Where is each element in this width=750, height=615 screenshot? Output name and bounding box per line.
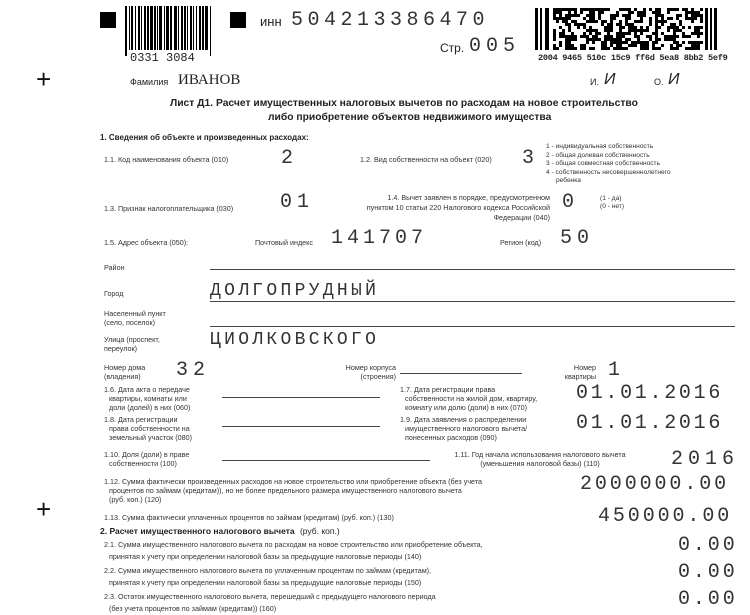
inn-label: инн [260, 14, 282, 29]
page-label: Стр. [440, 41, 465, 55]
label-line: доли (долей) в них (060) [109, 403, 191, 412]
street-label [104, 335, 160, 353]
label-line: (без учета процентов по займам (кредитам)) (160) [109, 604, 277, 613]
city-value: ДОЛГОПРУДНЫЙ [210, 281, 380, 301]
2d-barcode-text: 2004 9465 510c 15c9 ff6d 5ea8 8bb2 5ef9 [538, 53, 728, 63]
label-line: Федерации (040) [493, 213, 550, 222]
label-line: 1.10. Доля (доли) в праве [104, 450, 190, 459]
legend-item: 3 - общая совместная собственность [546, 160, 661, 168]
f040-label [350, 193, 550, 223]
label-line: Населенный пункт [104, 309, 166, 318]
label-line: 2.1. Сумма имущественного налогового вычета по расходам на новое строительство или приобретение объекта, [104, 540, 483, 549]
label-line: 1.7. Дата регистрации права [400, 385, 496, 394]
house-label [104, 363, 145, 381]
label-line: комнату или долю (доли) в них (070) [405, 403, 527, 412]
patronymic-label: О. [654, 77, 664, 87]
section2-unit: (руб. коп.) [299, 526, 340, 536]
2d-barcode [535, 8, 717, 50]
legend-item: (1 - да) [600, 195, 622, 202]
label-line: принятая к учету при определении налоговой базы за предыдущие налоговые периоды (140) [109, 552, 422, 561]
label-line: 1.8. Дата регистрации [104, 415, 178, 424]
label-line: Номер [573, 363, 596, 372]
section2-title: 2. Расчет имущественного налогового вычета [100, 526, 295, 536]
f130-label: 1.13. Сумма фактически уплаченных процентов по займам (кредитам) (руб. коп.) (130) [104, 513, 394, 522]
registration-cross: + [36, 64, 52, 94]
f120-value: 2000000.00 [580, 473, 730, 496]
label-line: квартиры, комнаты или [109, 394, 187, 403]
f150-value: 0.00 [678, 561, 738, 584]
legend-item: 2 - общая долевая собственность [546, 151, 650, 159]
f020-value: 3 [522, 147, 540, 170]
label-line: понесенных расходов (090) [405, 433, 497, 442]
label-line: (руб. коп.) (120) [109, 495, 162, 504]
surname-value: ИВАНОВ [178, 72, 241, 88]
f100-field-line [222, 460, 430, 461]
label-line: 1.9. Дата заявления о распределении [400, 415, 527, 424]
label-line: земельный участок (080) [109, 433, 193, 442]
label-line: (село, поселок) [104, 318, 156, 327]
label-line: 2.2. Сумма имущественного налогового вычета по уплаченным процентам по займам (кредитам), [104, 566, 432, 575]
section1-heading: 1. Сведения об объекте и произведенных расходах: [100, 133, 309, 142]
district-label: Район [104, 263, 125, 272]
f010-value: 2 [281, 147, 299, 170]
region-value: 50 [560, 227, 595, 250]
label-line: (строения) [360, 372, 396, 381]
label-line: Номер корпуса [345, 363, 396, 372]
label-line: 1.12. Сумма фактически произведенных расходов на новое строительство или приобретение объекта (без учета [104, 477, 483, 486]
city-field-line [210, 301, 735, 302]
sheet-title-line2: либо приобретение объектов недвижимого имущества [268, 112, 552, 123]
label-line: 1.4. Вычет заявлен в порядке, предусмотренном [387, 193, 550, 202]
name-label: И. [590, 77, 599, 87]
marker-square [230, 12, 246, 28]
f090-value: 01.01.2016 [576, 412, 724, 435]
label-line: принятая к учету при определении налоговой базы за предыдущие налоговые периоды (150) [109, 578, 422, 587]
postcode-label: Почтовый индекс [255, 238, 313, 247]
f120-label [104, 477, 482, 504]
f160-value: 0.00 [678, 588, 738, 611]
region-label: Регион (код) [500, 238, 542, 247]
legend-item: (0 - нет) [600, 203, 625, 210]
f080-field-line [222, 426, 380, 427]
f060-label [104, 385, 190, 412]
label-line: имущественного налогового вычета/ [405, 424, 528, 433]
f080-label [104, 415, 192, 442]
label-line: Номер дома [104, 363, 146, 372]
house-value: 32 [176, 359, 211, 382]
label-line: пунктом 10 статьи 220 Налогового кодекса Российской [366, 203, 550, 212]
label-line: 1.6. Дата акта о передаче [104, 385, 190, 394]
f020-label: 1.2. Вид собственности на объект (020) [360, 155, 492, 164]
inn-value: 504213386470 [291, 9, 490, 32]
barcode [125, 6, 213, 56]
registration-cross: + [36, 494, 52, 524]
f140-label [104, 540, 483, 561]
label-line: права собственности на [109, 424, 190, 433]
section2-heading [100, 526, 340, 536]
legend-item: 4 - собственность несовершеннолетнего [546, 168, 671, 176]
locality-label [104, 309, 166, 327]
label-line: квартиры [564, 372, 596, 381]
apartment-value: 1 [608, 359, 626, 382]
f110-value: 2016 [671, 448, 740, 471]
label-line: 1.11. Год начала использования налогового вычета [454, 450, 626, 459]
label-line: собственности на жилой дом, квартиру, [405, 394, 538, 403]
ownership-legend [546, 143, 671, 186]
surname-label: Фамилия [130, 77, 169, 87]
barcode-number: 0331 3084 [130, 51, 195, 65]
label-line: процентов по займам (кредитам)), но не более предельного размера имущественного налогового вычета [109, 486, 462, 495]
f070-value: 01.01.2016 [576, 382, 724, 405]
f030-value: 01 [280, 191, 315, 214]
patronymic-initial: И [668, 71, 680, 88]
label-line: (владения) [104, 372, 141, 381]
f050-label: 1.5. Адрес объекта (050): [104, 238, 189, 247]
f140-value: 0.00 [678, 534, 738, 557]
page-number: 005 [469, 35, 521, 58]
f070-label [400, 385, 537, 412]
label-line: переулок) [104, 344, 138, 353]
f150-label [104, 566, 431, 587]
f160-label [104, 592, 436, 613]
f040-value: 0 [562, 191, 580, 214]
label-line: собственности (100) [109, 459, 177, 468]
label-line: Улица (проспект, [104, 335, 160, 344]
f110-label [420, 450, 660, 468]
postcode-value: 141707 [331, 227, 428, 250]
label-line: 2.3. Остаток имущественного налогового вычета, перешедший с предыдущего налогового периода [104, 592, 436, 601]
legend-item: 1 - индивидуальная собственность [546, 143, 654, 150]
locality-field-line [210, 326, 735, 327]
f060-field-line [222, 397, 380, 398]
district-field-line [210, 269, 735, 270]
legend-item: ребенка [556, 177, 581, 185]
f090-label [400, 415, 527, 442]
sheet-title-line1: Лист Д1. Расчет имущественных налоговых вычетов по расходам на новое строительство [170, 98, 638, 109]
name-initial: И [604, 71, 616, 88]
building-label [300, 363, 396, 381]
label-line: (уменьшения налоговой базы) (110) [480, 459, 600, 468]
f030-label: 1.3. Признак налогоплательщика (030) [104, 204, 234, 213]
f130-value: 450000.00 [598, 505, 733, 528]
f040-legend [600, 195, 624, 211]
f100-label [104, 450, 189, 468]
marker-square [100, 12, 116, 28]
street-value: ЦИОЛКОВСКОГО [210, 330, 380, 350]
apartment-label [540, 363, 596, 381]
f010-label: 1.1. Код наименования объекта (010) [104, 155, 229, 164]
city-label: Город [104, 289, 124, 298]
building-field-line [400, 373, 522, 374]
